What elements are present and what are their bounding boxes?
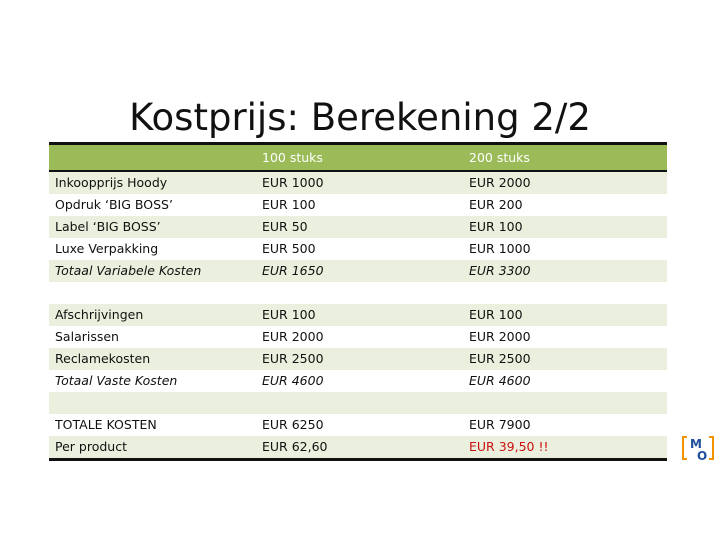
table-row bbox=[49, 260, 667, 282]
table-row bbox=[49, 194, 667, 216]
table-row bbox=[49, 392, 667, 414]
row-value-100-stuks bbox=[262, 392, 462, 414]
row-label: Per product bbox=[55, 439, 127, 454]
row-value-200-stuks: EUR 200 bbox=[469, 197, 523, 212]
row-value-200-stuks bbox=[469, 282, 664, 304]
header-cell-200-stuks: 200 stuks bbox=[469, 150, 530, 165]
row-value-200-stuks: EUR 2000 bbox=[469, 175, 531, 190]
row-value-100-stuks: EUR 62,60 bbox=[262, 439, 328, 454]
svg-text:M: M bbox=[690, 437, 702, 451]
row-value-100-stuks: EUR 6250 bbox=[262, 417, 324, 432]
row-label: Totaal Vaste Kosten bbox=[55, 373, 178, 388]
row-label: TOTALE KOSTEN bbox=[55, 417, 157, 432]
cost-table bbox=[49, 142, 667, 461]
table-row bbox=[49, 172, 667, 194]
row-label bbox=[55, 282, 255, 304]
row-label: Inkoopprijs Hoody bbox=[55, 175, 168, 190]
svg-text:O: O bbox=[697, 449, 708, 463]
row-value-100-stuks: EUR 50 bbox=[262, 219, 308, 234]
table-row bbox=[49, 370, 667, 392]
row-value-200-stuks: EUR 100 bbox=[469, 307, 523, 322]
table-row bbox=[49, 238, 667, 260]
row-value-200-stuks: EUR 1000 bbox=[469, 241, 531, 256]
row-value-100-stuks: EUR 1000 bbox=[262, 175, 324, 190]
header-cell-100-stuks: 100 stuks bbox=[262, 150, 323, 165]
table-row bbox=[49, 216, 667, 238]
table-row bbox=[49, 304, 667, 326]
row-label bbox=[55, 392, 255, 414]
table-body bbox=[49, 172, 667, 458]
row-value-200-stuks: EUR 100 bbox=[469, 219, 523, 234]
table-row bbox=[49, 282, 667, 304]
row-value-100-stuks: EUR 2000 bbox=[262, 329, 324, 344]
row-value-200-stuks: EUR 2500 bbox=[469, 351, 531, 366]
header-cell-label bbox=[55, 145, 255, 170]
row-label: Salarissen bbox=[55, 329, 119, 344]
row-value-100-stuks bbox=[262, 282, 462, 304]
row-value-100-stuks: EUR 100 bbox=[262, 197, 316, 212]
mo-logo-icon bbox=[681, 431, 715, 465]
table-row bbox=[49, 414, 667, 436]
row-value-200-stuks bbox=[469, 392, 664, 414]
row-value-100-stuks: EUR 100 bbox=[262, 307, 316, 322]
row-value-200-stuks: EUR 2000 bbox=[469, 329, 531, 344]
row-value-100-stuks: EUR 500 bbox=[262, 241, 316, 256]
row-label: Luxe Verpakking bbox=[55, 241, 159, 256]
table-row bbox=[49, 326, 667, 348]
table-row bbox=[49, 348, 667, 370]
row-value-100-stuks: EUR 4600 bbox=[262, 373, 324, 388]
page-title: Kostprijs: Berekening 2/2 bbox=[129, 96, 591, 139]
table-row bbox=[49, 436, 667, 458]
row-label: Totaal Variabele Kosten bbox=[55, 263, 202, 278]
row-label: Afschrijvingen bbox=[55, 307, 144, 322]
row-label: Reclamekosten bbox=[55, 351, 151, 366]
row-value-200-stuks: EUR 39,50 !! bbox=[469, 439, 549, 454]
row-value-100-stuks: EUR 2500 bbox=[262, 351, 324, 366]
row-value-200-stuks: EUR 3300 bbox=[469, 263, 531, 278]
row-value-200-stuks: EUR 7900 bbox=[469, 417, 531, 432]
row-value-100-stuks: EUR 1650 bbox=[262, 263, 324, 278]
row-value-200-stuks: EUR 4600 bbox=[469, 373, 531, 388]
row-label: Opdruk ‘BIG BOSS’ bbox=[55, 197, 173, 212]
table-header-row bbox=[49, 145, 667, 172]
row-label: Label ‘BIG BOSS’ bbox=[55, 219, 161, 234]
